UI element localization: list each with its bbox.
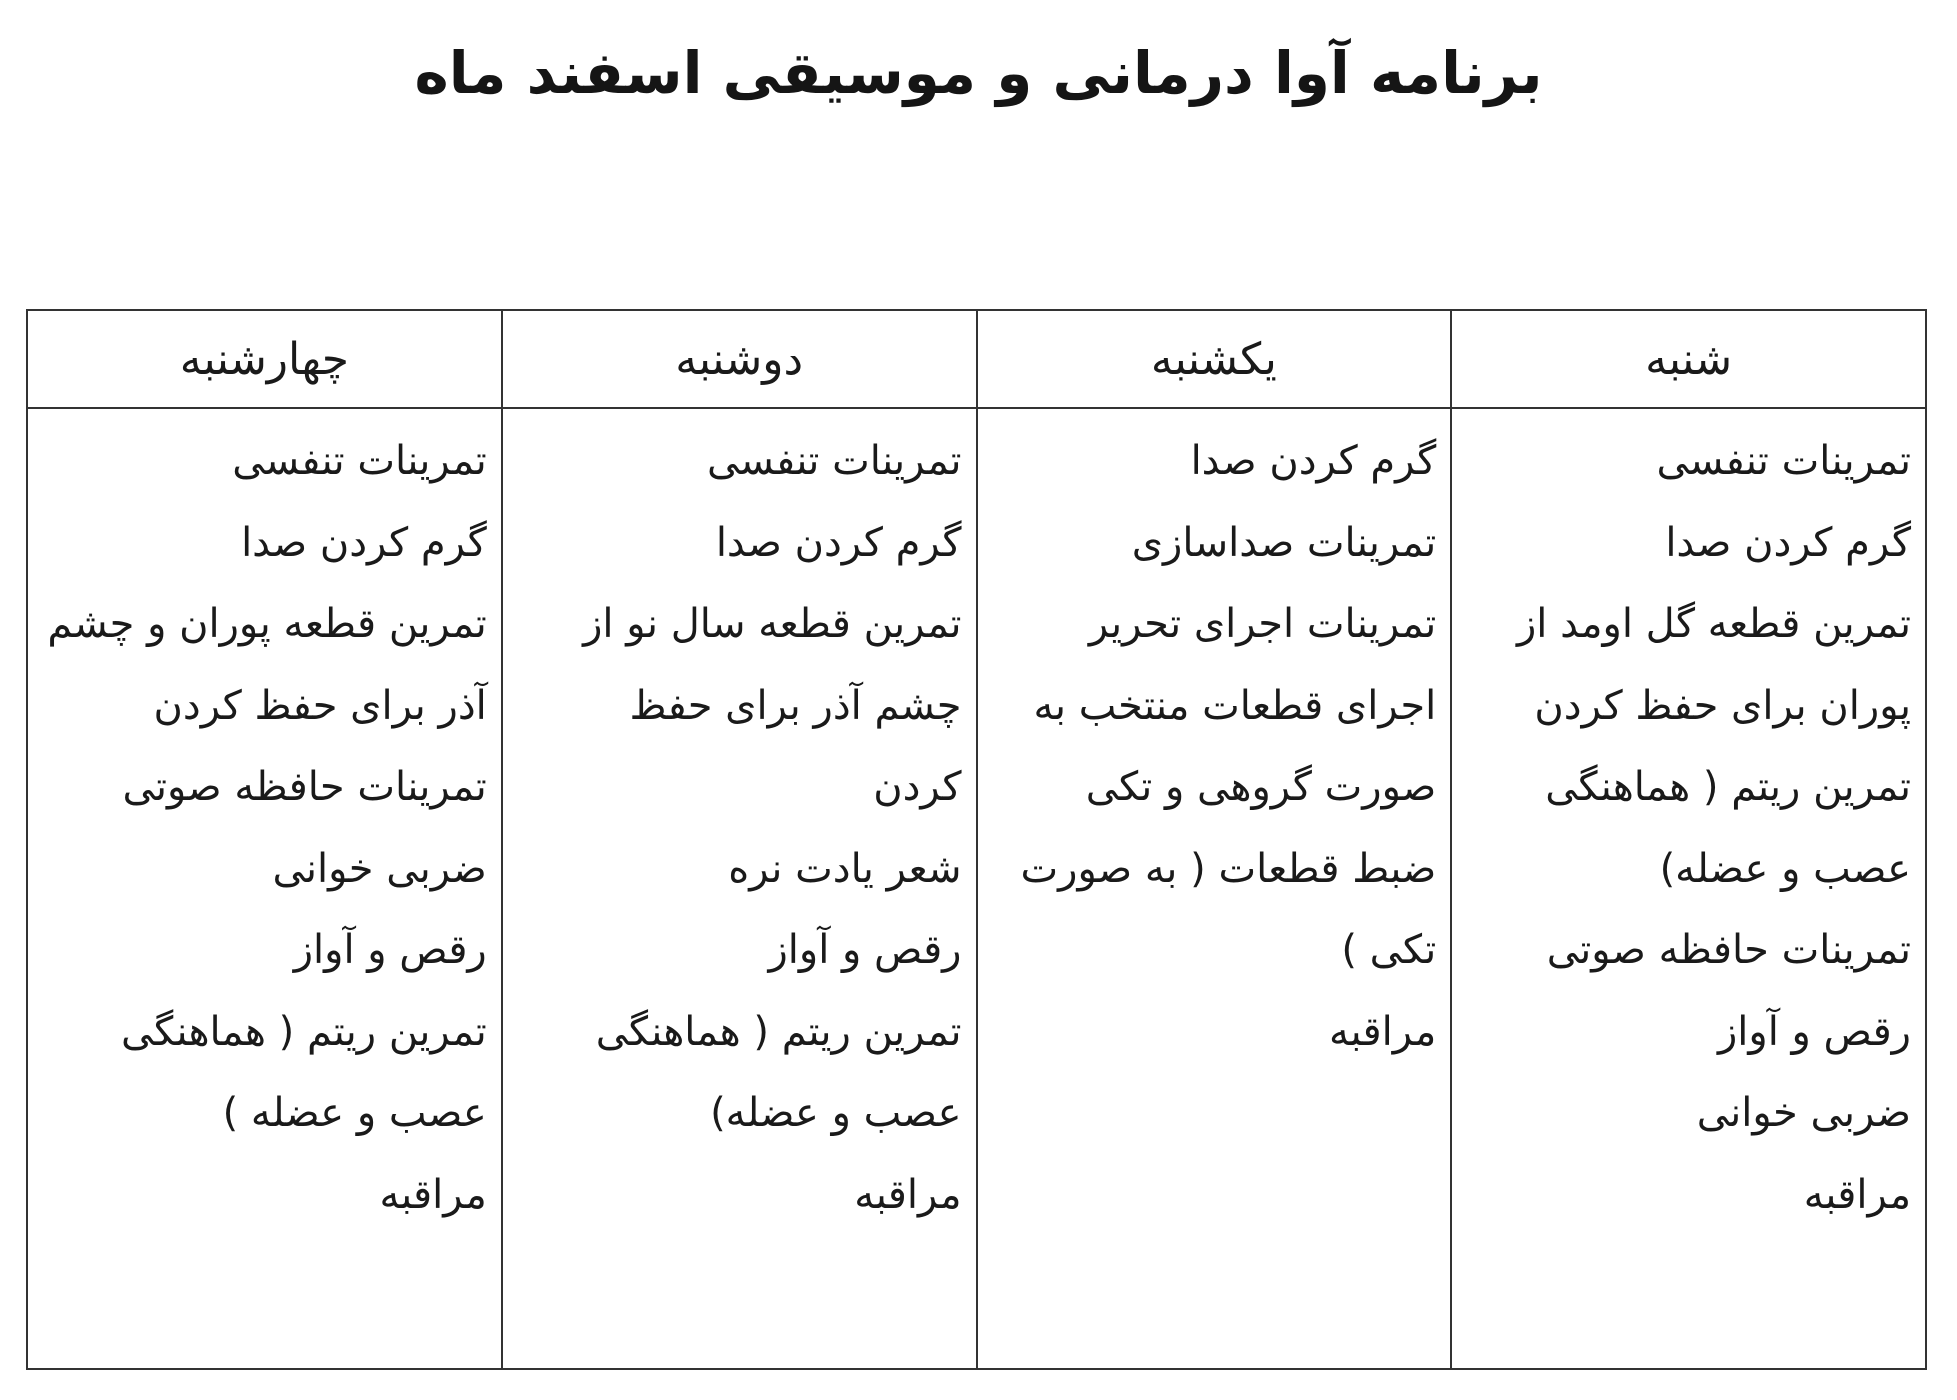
activity-line: تمرینات صداسازی: [1131, 519, 1437, 566]
activity-line: مراقبه: [1803, 1171, 1911, 1218]
activity-line: تکی ): [1341, 927, 1437, 973]
day-column-wednesday: [28, 311, 501, 1368]
page-title: برنامه آوا درمانی و موسیقی اسفند ماه: [414, 39, 1543, 107]
activity-line: رقص و آواز: [293, 927, 487, 973]
activity-line: تمرینات اجرای تحریر: [1088, 601, 1437, 647]
activity-line: تمرین ریتم ( هماهنگی: [595, 1008, 962, 1055]
activity-line: اجرای قطعات منتخب به: [1033, 682, 1437, 729]
activity-list: [503, 409, 976, 1368]
activity-line: عصب و عضله ): [222, 1090, 487, 1136]
activity-line: مراقبه: [1329, 1008, 1437, 1055]
day-column-saturday: [1450, 311, 1925, 1368]
activity-line: گرم کردن صدا: [241, 519, 487, 566]
activity-line: تمرینات حافظه صوتی: [122, 764, 487, 810]
activity-line: ضبط قطعات ( به صورت: [1020, 845, 1437, 892]
activity-line: تمرینات تنفسی: [706, 438, 962, 484]
day-header: شنبه: [1452, 311, 1925, 409]
schedule-table: [26, 309, 1927, 1370]
activity-line: تمرین قطعه گل اومد از: [1516, 601, 1911, 647]
activity-line: عصب و عضله): [1659, 845, 1911, 892]
activity-line: تمرینات حافظه صوتی: [1546, 927, 1911, 973]
activity-line: شعر یادت نره: [728, 845, 962, 892]
activity-line: مراقبه: [854, 1171, 962, 1218]
activity-line: عصب و عضله): [710, 1090, 962, 1136]
activity-list: [1452, 409, 1925, 1368]
day-column-sunday: [976, 311, 1451, 1368]
activity-line: رقص و آواز: [1717, 1008, 1911, 1055]
activity-line: گرم کردن صدا: [1190, 438, 1437, 484]
day-header: یکشنبه: [978, 311, 1451, 409]
activity-line: گرم کردن صدا: [1665, 519, 1911, 566]
activity-line: تمرین ریتم ( هماهنگی: [1545, 764, 1911, 810]
activity-line: تمرین قطعه سال نو از: [583, 601, 962, 647]
day-header: دوشنبه: [503, 311, 976, 409]
activity-line: تمرین قطعه پوران و چشم: [47, 601, 487, 647]
activity-list: [978, 409, 1451, 1368]
day-column-monday: [501, 311, 976, 1368]
activity-line: آذر برای حفظ کردن: [153, 682, 487, 729]
activity-line: مراقبه: [379, 1171, 487, 1218]
day-header: چهارشنبه: [28, 311, 501, 409]
activity-line: تمرینات تنفسی: [1656, 438, 1911, 484]
activity-line: چشم آذر برای حفظ: [629, 682, 962, 729]
activity-line: تمرین ریتم ( هماهنگی: [120, 1008, 487, 1055]
activity-line: تمرینات تنفسی: [232, 438, 487, 484]
activity-line: کردن: [873, 764, 962, 810]
activity-line: رقص و آواز: [768, 927, 962, 973]
activity-list: [28, 409, 501, 1368]
activity-line: ضربی خوانی: [1696, 1090, 1911, 1136]
activity-line: ضربی خوانی: [272, 845, 487, 892]
activity-line: پوران برای حفظ کردن: [1534, 682, 1911, 729]
activity-line: صورت گروهی و تکی: [1085, 764, 1437, 810]
activity-line: گرم کردن صدا: [715, 519, 962, 566]
